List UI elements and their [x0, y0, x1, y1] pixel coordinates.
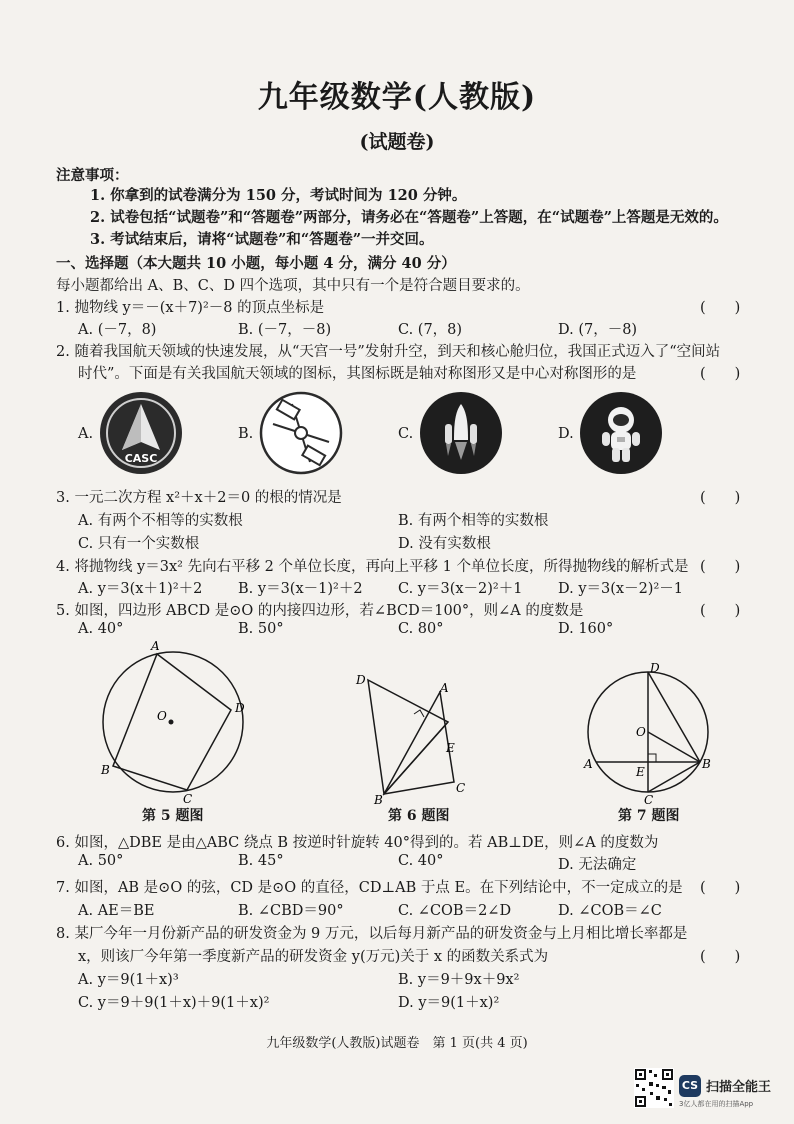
option-b: B. y＝9＋9x＋9x² [398, 972, 520, 988]
option-b: B. ∠CBD＝90° [238, 903, 344, 919]
figure-5-caption: 第 5 题图 [142, 808, 204, 824]
page-title: 九年级数学(人教版) [257, 80, 537, 115]
option-b: B. 45° [238, 853, 284, 869]
satellite-icon [258, 390, 344, 476]
figure-7-caption: 第 7 题图 [618, 808, 680, 824]
rocket-icon [418, 390, 504, 476]
question-8-stem: 8. 某厂今年一月份新产品的研发资金为 9 万元，以后每月新产品的研发资金与上月相比增长率都是 [56, 926, 688, 942]
option-a: A. (－7，8) [78, 322, 157, 338]
option-c: C. [398, 426, 414, 442]
fig7-label-d: D [650, 661, 660, 675]
option-b: B. y＝3(x－1)²＋2 [238, 581, 363, 597]
option-d: D. y＝9(1＋x)² [398, 995, 500, 1011]
option-b: B. [238, 426, 254, 442]
option-d: D. ∠COB＝∠C [558, 903, 662, 919]
option-a: A. y＝3(x＋1)²＋2 [78, 581, 203, 597]
fig5-label-c: C [183, 792, 193, 805]
answer-blank: ( ) [700, 559, 741, 575]
question-1-stem: 1. 抛物线 y＝－(x＋7)²－8 的顶点坐标是 [56, 300, 325, 316]
option-d: D. 160° [558, 621, 614, 637]
fig7-label-b: B [702, 757, 711, 771]
option-d: D. (7，－8) [558, 322, 638, 338]
scanner-badge-icon: CS [679, 1075, 701, 1097]
question-7-stem: 7. 如图，AB 是⊙O 的弦，CD 是⊙O 的直径，CD⊥AB 于点 E。在下列结论中，不一定成立的是 [56, 880, 683, 896]
answer-blank: ( ) [700, 949, 741, 965]
answer-blank: ( ) [700, 490, 741, 506]
question-6-stem: 6. 如图，△DBE 是由△ABC 绕点 B 按逆时针旋转 40°得到的。若 AB⊥DE，则∠A 的度数为 [56, 835, 659, 851]
figure-6 [348, 670, 468, 805]
option-b: B. 有两个相等的实数根 [398, 513, 549, 529]
option-a: A. 有两个不相等的实数根 [78, 513, 243, 529]
answer-blank: ( ) [700, 300, 741, 316]
casc-logo-text: CASC [124, 452, 158, 465]
option-a: A. 50° [78, 853, 124, 869]
page-subtitle: (试题卷) [359, 131, 435, 153]
question-2-stem: 2. 随着我国航天领域的快速发展，从“天宫一号”发射升空，到天和核心舱归位，我国正式迈入了“空间站 [56, 344, 721, 360]
note-item: 1. 你拿到的试卷满分为 150 分，考试时间为 120 分钟。 [90, 187, 467, 204]
option-c: C. 80° [398, 621, 444, 637]
qr-code-icon [634, 1068, 674, 1108]
fig6-label-b: B [374, 793, 383, 805]
option-a: A. AE＝BE [78, 903, 155, 919]
option-d: D. [558, 426, 574, 442]
page-footer: 九年级数学(人教版)试题卷 第 1 页(共 4 页) [266, 1036, 528, 1051]
figure-6-caption: 第 6 题图 [388, 808, 450, 824]
fig6-label-c: C [456, 781, 466, 795]
fig5-label-d: D [235, 701, 245, 715]
question-8-stem-cont: x，则该厂今年第一季度新产品的研发资金 y(万元)关于 x 的函数关系式为 [78, 949, 549, 965]
option-c: C. (7，8) [398, 322, 463, 338]
figure-5 [95, 640, 255, 805]
casc-logo [98, 390, 184, 476]
option-c: C. 40° [398, 853, 444, 869]
astronaut-icon [578, 390, 664, 476]
option-b: B. 50° [238, 621, 284, 637]
question-2-stem-cont: 时代”。下面是有关我国航天领域的图标，其图标既是轴对称图形又是中心对称图形的是 [78, 366, 637, 382]
fig6-label-e: E [446, 741, 455, 755]
notes-heading: 注意事项： [56, 167, 129, 184]
option-c: C. y＝3(x－2)²＋1 [398, 581, 523, 597]
option-c: C. 只有一个实数根 [78, 536, 200, 552]
fig7-label-c: C [644, 793, 654, 805]
note-item: 3. 考试结束后，请将“试题卷”和“答题卷”一并交回。 [90, 231, 434, 248]
option-d: D. 没有实数根 [398, 536, 491, 552]
option-d: D. y＝3(x－2)²－1 [558, 581, 683, 597]
option-c: C. ∠COB＝2∠D [398, 903, 512, 919]
figure-7 [582, 660, 712, 805]
option-a: A. 40° [78, 621, 124, 637]
fig7-label-o: O [636, 725, 646, 739]
fig5-label-a: A [151, 640, 160, 653]
option-a: A. [78, 426, 94, 442]
scanner-tagline: 3亿人都在用的扫描App [679, 1100, 754, 1108]
note-item: 2. 试卷包括“试题卷”和“答题卷”两部分，请务必在“答题卷”上答题，在“试题卷”上答题是无效的。 [90, 209, 728, 226]
fig5-label-o: O [157, 709, 167, 723]
option-a: A. y＝9(1＋x)³ [78, 972, 179, 988]
option-c: C. y＝9＋9(1＋x)＋9(1＋x)² [78, 995, 270, 1011]
fig6-label-d: D [356, 673, 366, 687]
question-3-stem: 3. 一元二次方程 x²＋x＋2＝0 的根的情况是 [56, 490, 342, 506]
answer-blank: ( ) [700, 880, 741, 896]
option-b: B. (－7，－8) [238, 322, 332, 338]
question-4-stem: 4. 将抛物线 y＝3x² 先向右平移 2 个单位长度，再向上平移 1 个单位长度，所得抛物线的解析式是 [56, 559, 689, 575]
answer-blank: ( ) [700, 603, 741, 619]
fig7-label-e: E [636, 765, 645, 779]
option-d: D. 无法确定 [558, 857, 637, 873]
fig7-label-a: A [584, 757, 593, 771]
section-heading: 一、选择题（本大题共 10 小题，每小题 4 分，满分 40 分） [56, 255, 456, 272]
fig5-label-b: B [101, 763, 110, 777]
answer-blank: ( ) [700, 366, 741, 382]
section-instruction: 每小题都给出 A、B、C、D 四个选项，其中只有一个是符合题目要求的。 [56, 278, 530, 294]
question-5-stem: 5. 如图，四边形 ABCD 是⊙O 的内接四边形，若∠BCD＝100°，则∠A 的度数是 [56, 603, 584, 619]
fig6-label-a: A [440, 681, 449, 695]
scanner-name: 扫描全能王 [706, 1080, 772, 1095]
